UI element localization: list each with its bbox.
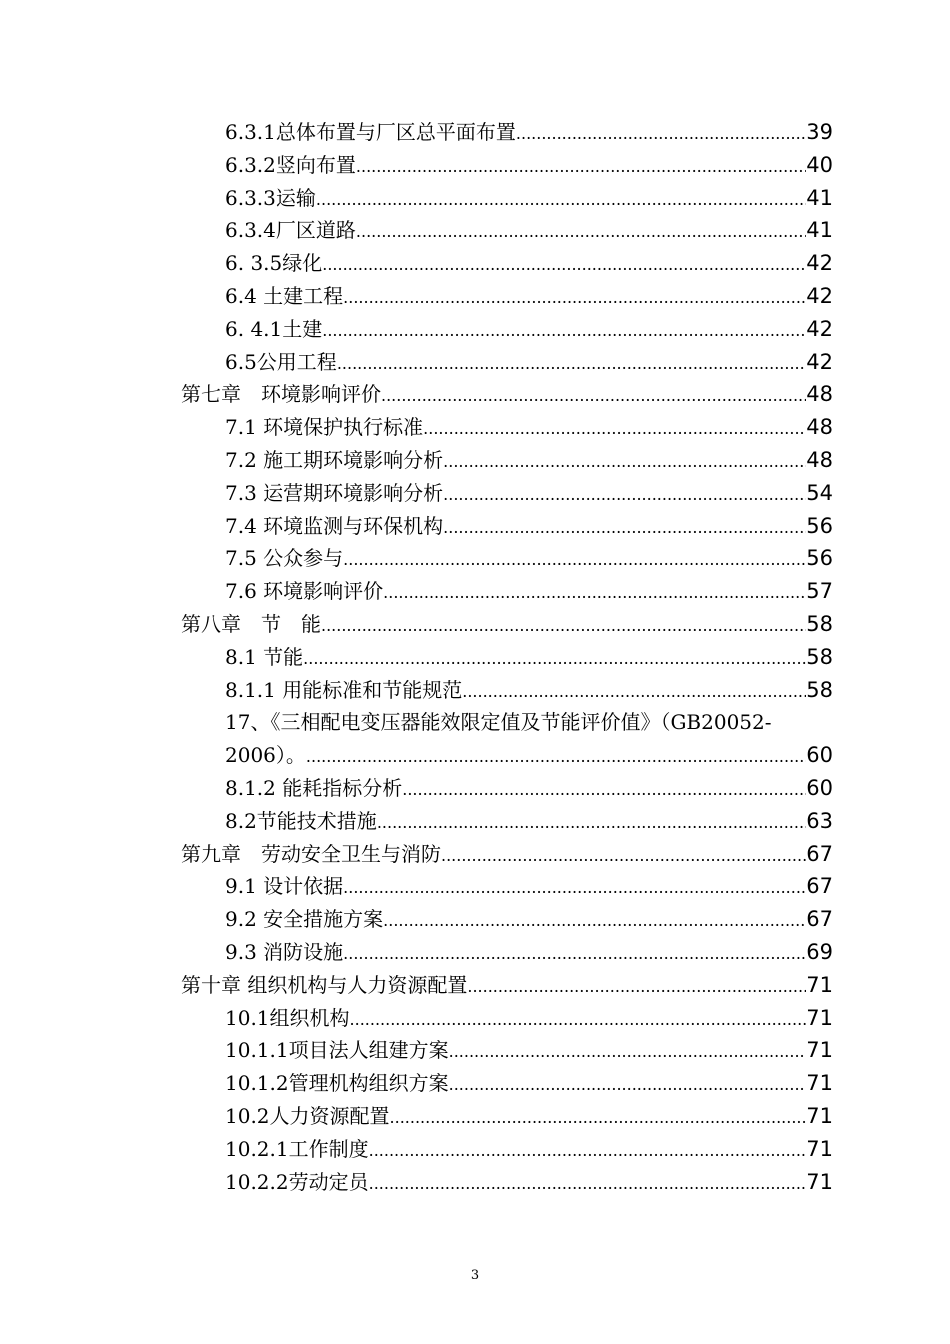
toc-entry-label: 9.1 设计依据 — [225, 874, 344, 899]
toc-dot-leader — [462, 676, 806, 709]
toc-entry-page: 58 — [806, 611, 833, 636]
toc-entry-page: 60 — [806, 743, 833, 768]
toc-dot-leader — [441, 840, 806, 873]
toc-entry-label: 第十章 组织机构与人力资源配置 — [181, 972, 468, 997]
toc-entry-label: 9.3 消防设施 — [225, 939, 344, 964]
toc-entry-page: 67 — [806, 907, 833, 932]
table-of-contents — [181, 116, 833, 1198]
toc-entry-page: 71 — [806, 972, 833, 997]
toc-entry[interactable] — [181, 1100, 833, 1133]
toc-dot-leader — [443, 512, 806, 545]
toc-entry-label: 10.1组织机构 — [225, 1005, 350, 1030]
toc-entry-label: 第八章 节 能 — [181, 611, 321, 636]
toc-entry-label: 6. 4.1土建 — [225, 316, 323, 341]
toc-entry-label: 6.3.2竖向布置 — [225, 152, 356, 177]
toc-dot-leader — [381, 380, 806, 413]
toc-entry-label: 10.2人力资源配置 — [225, 1103, 390, 1128]
toc-entry-page: 48 — [806, 382, 833, 407]
toc-chapter[interactable] — [181, 838, 833, 871]
toc-entry-page: 56 — [806, 546, 833, 571]
toc-entry[interactable] — [181, 1034, 833, 1067]
toc-entry-page: 71 — [806, 1169, 833, 1194]
toc-dot-leader — [350, 1004, 807, 1037]
toc-entry-label: 10.1.2管理机构组织方案 — [225, 1071, 449, 1096]
toc-dot-leader — [337, 348, 806, 381]
toc-entry-page: 56 — [806, 513, 833, 538]
toc-chapter[interactable] — [181, 378, 833, 411]
toc-entry-label: 7.3 运营期环境影响分析 — [225, 480, 444, 505]
toc-dot-leader — [369, 1168, 807, 1201]
toc-entry[interactable] — [181, 477, 833, 510]
toc-entry-page: 69 — [806, 939, 833, 964]
toc-entry-label: 第九章 劳动安全卫生与消防 — [181, 841, 441, 866]
toc-dot-leader — [377, 807, 806, 840]
toc-entry-page: 42 — [806, 349, 833, 374]
toc-entry[interactable] — [181, 247, 833, 280]
toc-entry-page: 41 — [806, 185, 833, 210]
toc-entry-label: 6.4 土建工程 — [225, 283, 344, 308]
toc-entry[interactable] — [181, 674, 833, 707]
toc-entry-page: 40 — [806, 152, 833, 177]
toc-entry-page: 42 — [806, 251, 833, 276]
toc-entry-page: 41 — [806, 218, 833, 243]
toc-entry-page: 58 — [806, 677, 833, 702]
toc-entry[interactable] — [181, 182, 833, 215]
toc-entry-page: 42 — [806, 316, 833, 341]
toc-entry-page: 71 — [806, 1005, 833, 1030]
toc-entry-label: 6. 3.5绿化 — [225, 251, 323, 276]
toc-entry[interactable] — [181, 542, 833, 575]
toc-entry[interactable] — [181, 1002, 833, 1035]
toc-entry-label: 6.3.4厂区道路 — [225, 218, 356, 243]
toc-entry-label: 第七章 环境影响评价 — [181, 382, 381, 407]
toc-entry[interactable] — [181, 936, 833, 969]
toc-chapter[interactable] — [181, 608, 833, 641]
toc-entry-page: 63 — [806, 808, 833, 833]
toc-entry[interactable] — [181, 870, 833, 903]
toc-dot-leader — [343, 282, 806, 315]
toc-entry-label: 2006）。 — [225, 743, 306, 768]
toc-dot-leader — [449, 1036, 807, 1069]
toc-entry-page: 48 — [806, 415, 833, 440]
toc-entry-page: 71 — [806, 1038, 833, 1063]
toc-dot-leader — [343, 938, 806, 971]
toc-dot-leader — [383, 905, 806, 938]
toc-dot-leader — [402, 774, 806, 807]
toc-entry[interactable] — [181, 739, 833, 772]
toc-entry-label: 7.1 环境保护执行标准 — [225, 415, 424, 440]
toc-entry-page: 71 — [806, 1136, 833, 1161]
toc-dot-leader — [383, 577, 806, 610]
toc-dot-leader — [321, 610, 806, 643]
toc-dot-leader — [316, 184, 806, 217]
toc-dot-leader — [303, 643, 806, 676]
toc-entry-label: 10.1.1项目法人组建方案 — [225, 1038, 449, 1063]
toc-entry[interactable] — [181, 772, 833, 805]
toc-entry-label: 8.1 节能 — [225, 644, 304, 669]
toc-entry-page: 58 — [806, 644, 833, 669]
toc-entry-label: 8.1.2 能耗指标分析 — [225, 775, 403, 800]
toc-dot-leader — [356, 216, 806, 249]
toc-entry-page: 71 — [806, 1071, 833, 1096]
toc-entry[interactable] — [181, 903, 833, 936]
toc-entry[interactable] — [181, 116, 833, 149]
toc-entry-label: 8.2节能技术措施 — [225, 808, 377, 833]
toc-dot-leader — [443, 479, 806, 512]
toc-dot-leader — [369, 1135, 807, 1168]
toc-entry[interactable] — [181, 641, 833, 674]
toc-dot-leader — [423, 413, 806, 446]
toc-entry-label: 7.6 环境影响评价 — [225, 579, 384, 604]
toc-entry-page: 48 — [806, 447, 833, 472]
toc-entry-page: 60 — [806, 775, 833, 800]
toc-entry[interactable] — [181, 444, 833, 477]
toc-entry-page: 39 — [806, 120, 833, 144]
toc-chapter[interactable] — [181, 969, 833, 1002]
toc-entry[interactable] — [181, 510, 833, 543]
toc-entry[interactable] — [181, 575, 833, 608]
toc-entry-label: 6.3.1总体布置与厂区总平面布置 — [225, 120, 516, 144]
toc-dot-leader — [322, 315, 806, 348]
toc-entry[interactable] — [181, 1067, 833, 1100]
toc-entry-label: 10.2.2劳动定员 — [225, 1169, 369, 1194]
toc-entry-page: 57 — [806, 579, 833, 604]
toc-entry[interactable] — [181, 346, 833, 379]
toc-entry[interactable] — [181, 149, 833, 182]
toc-entry-page: 42 — [806, 283, 833, 308]
toc-entry-page: 67 — [806, 841, 833, 866]
toc-entry-page: 54 — [806, 480, 833, 505]
toc-entry-label: 9.2 安全措施方案 — [225, 907, 384, 932]
toc-dot-leader — [390, 1102, 807, 1135]
toc-dot-leader — [449, 1069, 807, 1102]
toc-entry-page: 71 — [806, 1103, 833, 1128]
toc-entry[interactable] — [181, 1133, 833, 1166]
toc-entry-label: 7.4 环境监测与环保机构 — [225, 513, 444, 538]
toc-dot-leader — [343, 872, 806, 905]
toc-entry-label: 10.2.1工作制度 — [225, 1136, 369, 1161]
toc-entry-label: 6.3.3运输 — [225, 185, 316, 210]
toc-entry[interactable] — [181, 805, 833, 838]
toc-dot-leader — [467, 971, 806, 1004]
toc-dot-leader — [443, 446, 806, 479]
toc-entry[interactable] — [181, 1166, 833, 1199]
toc-dot-leader — [356, 151, 806, 184]
toc-dot-leader — [306, 741, 806, 774]
toc-entry[interactable] — [181, 411, 833, 444]
toc-entry-label: 8.1.1 用能标准和节能规范 — [225, 677, 463, 702]
toc-entry-label: 7.5 公众参与 — [225, 546, 344, 571]
toc-entry-wrapped-line[interactable]: 17、《三相配电变压器能效限定值及节能评价值》（GB20052- — [225, 710, 772, 735]
toc-dot-leader — [343, 544, 806, 577]
toc-entry[interactable] — [181, 313, 833, 346]
toc-entry-page: 67 — [806, 874, 833, 899]
page-number: 3 — [470, 1268, 480, 1283]
toc-entry-label: 7.2 施工期环境影响分析 — [225, 447, 444, 472]
toc-entry-label: 6.5公用工程 — [225, 349, 337, 374]
toc-dot-leader — [516, 118, 806, 151]
toc-entry[interactable] — [181, 280, 833, 313]
toc-entry[interactable] — [181, 214, 833, 247]
toc-dot-leader — [322, 249, 806, 282]
